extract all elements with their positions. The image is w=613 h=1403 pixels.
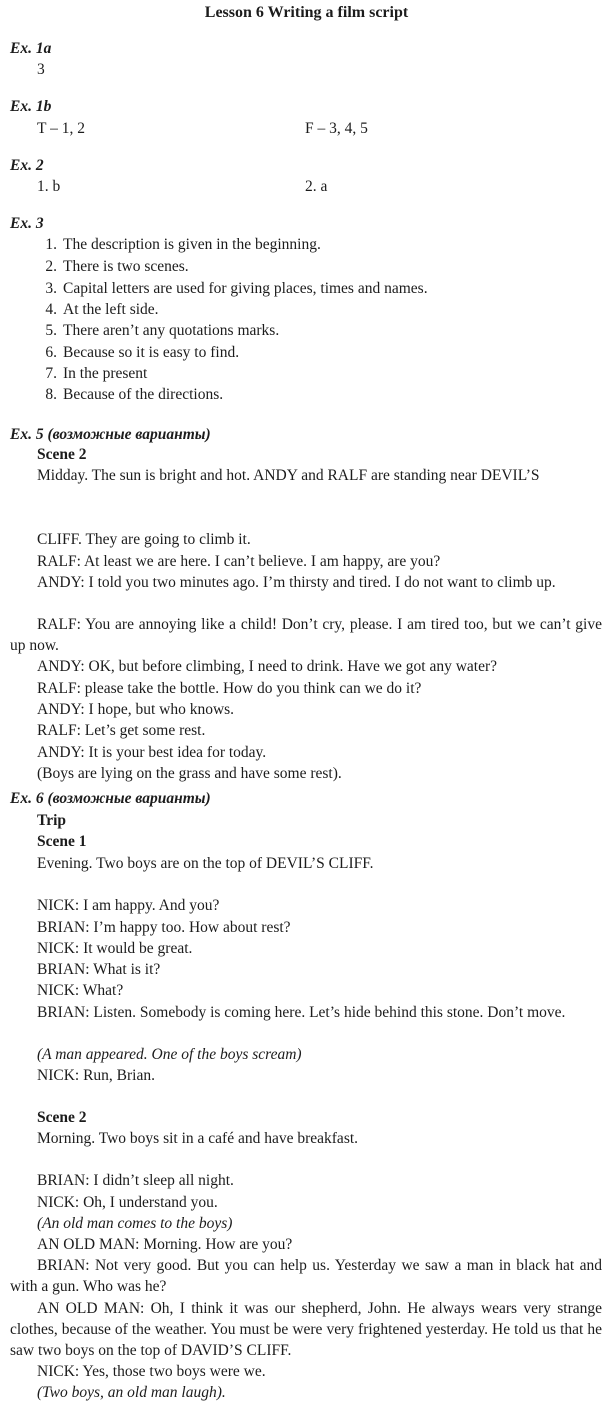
ex6-scene2-setting: Morning. Two boys sit in a café and have breakfast. [37, 1130, 359, 1147]
ex5-dialogue-line: ANDY: It is your best idea for today. [37, 744, 267, 761]
list-item-text: In the present [63, 365, 148, 382]
ex2-answer-1: 1. b [37, 178, 61, 195]
list-item [0, 234, 613, 255]
ex5-heading: Ex. 5 (возможные варианты) [10, 426, 211, 443]
list-item-text: The description is given in the beginning. [63, 236, 321, 253]
ex6-scene1-line: NICK: I am happy. And you? [37, 897, 220, 914]
ex1b-heading: Ex. 1b [10, 98, 52, 115]
ex6-scene1-direction: (A man appeared. One of the boys scream) [37, 1046, 302, 1063]
ex2-answer-2: 2. a [305, 178, 328, 195]
ex5-dialogue-line: ANDY: I hope, but who knows. [37, 701, 235, 718]
ex6-scene2-direction: (An old man comes to the boys) [37, 1215, 233, 1232]
ex6-scene1-line: BRIAN: I’m happy too. How about rest? [37, 919, 291, 936]
ex5-dialogue-line: RALF: You are annoying like a child! Don’t cry, please. I am tired too, but we can’t give up now. [10, 616, 602, 654]
ex1a-heading: Ex. 1a [10, 40, 52, 57]
list-item [0, 363, 613, 384]
ex5-dialogue-line: RALF: please take the bottle. How do you think can we do it? [37, 680, 422, 697]
list-item-number: 2. [45, 258, 57, 275]
list-item-text: There aren’t any quotations marks. [63, 322, 280, 339]
list-item [0, 299, 613, 320]
ex6-scene2-line: NICK: Yes, those two boys were we. [37, 1363, 266, 1380]
ex1b-false-answers: F – 3, 4, 5 [305, 120, 368, 137]
list-item-number: 4. [45, 301, 57, 318]
ex3-heading: Ex. 3 [10, 215, 44, 232]
ex6-scene1-setting: Evening. Two boys are on the top of DEVIL’S CLIFF. [37, 855, 374, 872]
ex6-scene2-line: BRIAN: I didn’t sleep all night. [37, 1172, 234, 1189]
page-title: Lesson 6 Writing a film script [204, 4, 409, 21]
ex6-scene2-direction: (Two boys, an old man laugh). [37, 1384, 226, 1401]
list-item [0, 342, 613, 363]
ex5-dialogue-line: ANDY: I told you two minutes ago. I’m thirsty and tired. I do not want to climb up. [37, 574, 556, 591]
ex6-scene2-line: NICK: Oh, I understand you. [37, 1194, 218, 1211]
ex6-scene1-line: BRIAN: Listen. Somebody is coming here. Let’s hide behind this stone. Don’t move. [37, 1004, 566, 1021]
ex5-setting: Midday. The sun is bright and hot. ANDY and RALF are standing near DEVIL’S [37, 467, 540, 484]
ex5-dialogue-line: ANDY: OK, but before climbing, I need to drink. Have we got any water? [37, 658, 497, 675]
ex6-scene2-line: AN OLD MAN: Morning. How are you? [37, 1236, 293, 1253]
list-item [0, 384, 613, 405]
ex5-scene-label: Scene 2 [37, 446, 87, 463]
list-item-number: 6. [45, 344, 57, 361]
ex1a-answer: 3 [37, 61, 45, 78]
list-item-number: 1. [45, 236, 57, 253]
list-item-number: 3. [45, 280, 57, 297]
ex6-scene2-label: Scene 2 [37, 1109, 87, 1126]
list-item [0, 278, 613, 299]
ex6-scene1-line: BRIAN: What is it? [37, 961, 161, 978]
ex6-scene1-line: NICK: What? [37, 982, 124, 999]
ex5-stage-direction: (Boys are lying on the grass and have some rest). [37, 765, 342, 782]
list-item [0, 256, 613, 277]
ex5-setting-continued: CLIFF. They are going to climb it. [37, 531, 251, 548]
ex6-scene1-line: NICK: It would be great. [37, 940, 193, 957]
ex6-film-title: Trip [37, 812, 66, 829]
list-item-number: 7. [45, 365, 57, 382]
list-item-text: Because of the directions. [63, 386, 224, 403]
list-item-text: There is two scenes. [63, 258, 189, 275]
ex5-dialogue-line: RALF: Let’s get some rest. [37, 722, 206, 739]
ex5-dialogue-line: RALF: At least we are here. I can’t believe. I am happy, are you? [37, 553, 441, 570]
ex6-scene2-line: BRIAN: Not very good. But you can help us. Yesterday we saw a man in black hat and with a gun. Who was he? [10, 1257, 602, 1295]
ex6-scene2-line: AN OLD MAN: Oh, I think it was our shepherd, John. He always wears very strange clothes, because of the weather. You must be were very frightened yesterday. He told us that he saw two boys on the top of DAVID’S CLIFF. [10, 1300, 602, 1359]
list-item-text: At the left side. [63, 301, 159, 318]
list-item-number: 5. [45, 322, 57, 339]
ex1b-true-answers: T – 1, 2 [37, 120, 85, 137]
list-item [0, 320, 613, 341]
list-item-text: Capital letters are used for giving places, times and names. [63, 280, 428, 297]
list-item-number: 8. [45, 386, 57, 403]
ex6-heading: Ex. 6 (возможные варианты) [10, 790, 211, 807]
list-item-text: Because so it is easy to find. [63, 344, 240, 361]
ex6-scene1-label: Scene 1 [37, 833, 87, 850]
ex6-scene1-line: NICK: Run, Brian. [37, 1067, 155, 1084]
ex2-heading: Ex. 2 [10, 157, 44, 174]
